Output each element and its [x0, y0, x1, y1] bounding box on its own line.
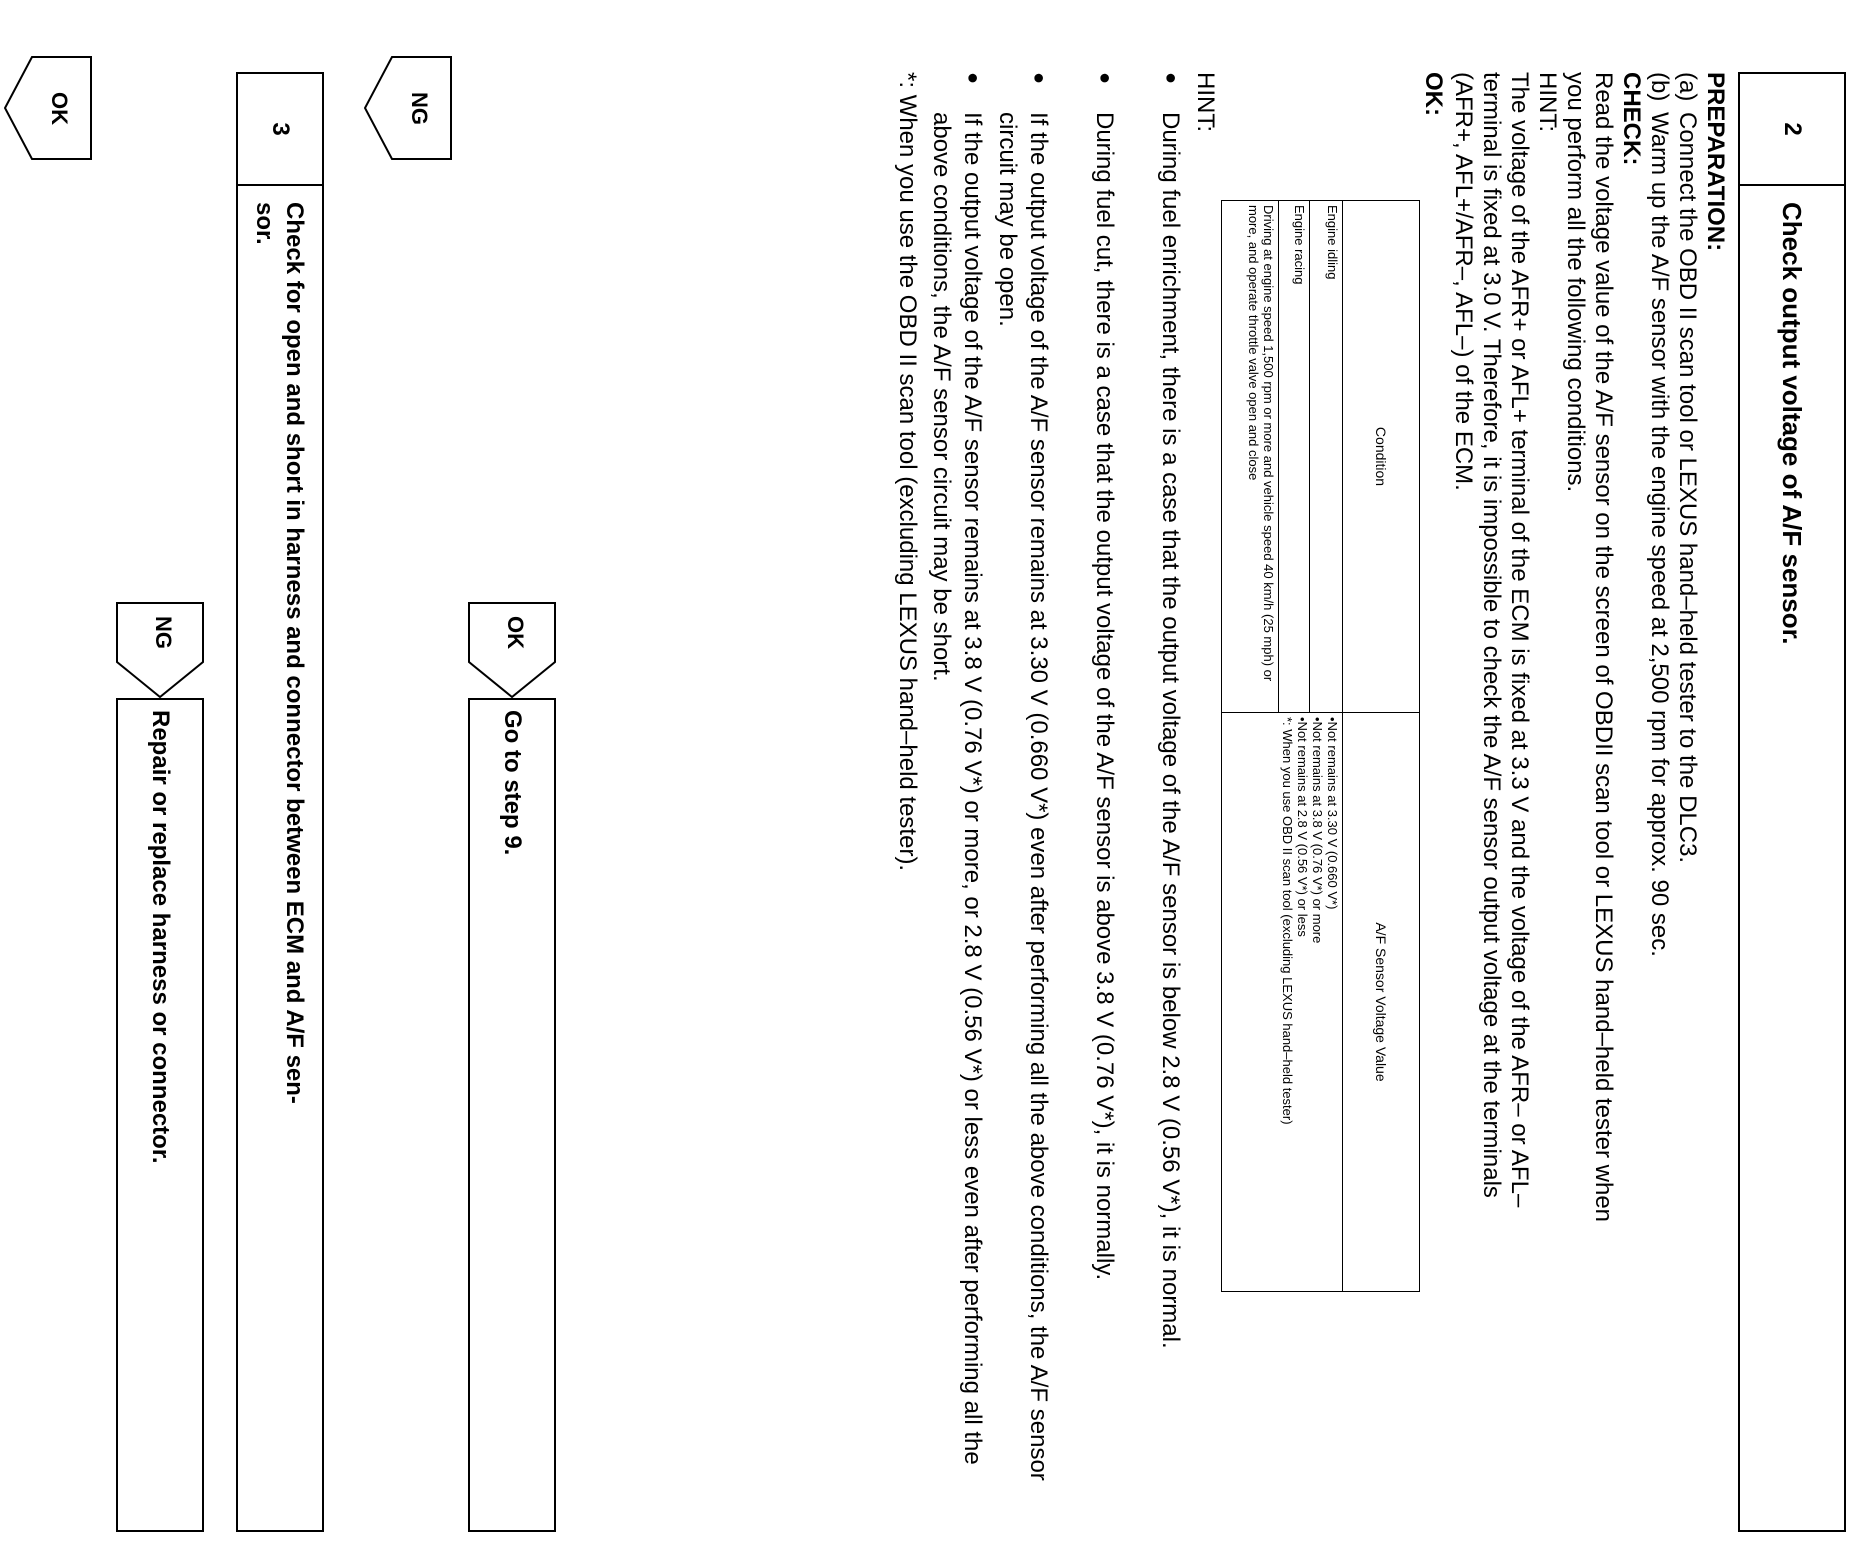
- hint2-text-1: During fuel enrichment, there is a case that the output voltage of the A/F sensor is below 2.8 V (0.56 V*), it is normal.: [1157, 112, 1184, 1349]
- step3-number: 3: [238, 74, 322, 186]
- hint2-item-4: [926, 72, 988, 1512]
- bullet-icon: ●: [1160, 72, 1182, 85]
- prep-mark-b: (b): [1646, 72, 1673, 102]
- step3-title-line-1: Check for open and short in harness and connector between ECM and A/F sen-: [281, 202, 308, 1104]
- footnote: *: When you use the OBD II scan tool (excluding LEXUS hand–held tester).: [894, 72, 921, 872]
- hint2-text-2: During fuel cut, there is a case that the output voltage of the A/F sensor is above 3.8 V (0.76 V*), it is normally.: [1091, 112, 1118, 1281]
- bullet-icon: ●: [962, 72, 984, 85]
- voltage-values-cell: [1222, 713, 1343, 1292]
- prep-mark-a: (a): [1674, 72, 1701, 102]
- step2-number: 2: [1740, 74, 1844, 186]
- ok-flag-label: OK: [503, 616, 528, 649]
- value-line-2: •Not remains at 3.8 V (0.76 V*) or more: [1310, 717, 1325, 944]
- ng-flag-1-label: NG: [407, 92, 432, 125]
- hint1-line-3: (AFR+, AFL+/AFR–, AFL–) of the ECM.: [1450, 72, 1477, 491]
- bullet-icon: ●: [1028, 72, 1050, 85]
- hint1-line-2: terminal is fixed at 3.0 V. Therefore, it is impossible to check the A/F sensor output voltage at the terminals: [1478, 72, 1505, 1198]
- check-line-1: Read the voltage value of the A/F sensor on the screen of OBDII scan tool or LEXUS hand–held tester when: [1590, 72, 1617, 1223]
- preparation-label: PREPARATION:: [1702, 72, 1729, 252]
- hint2-item-3: [992, 72, 1054, 1512]
- ok-result-box: Go to step 9.: [468, 698, 556, 1532]
- hint1-label: HINT:: [1534, 72, 1561, 132]
- hint1-line-1: The voltage of the AFR+ or AFL+ terminal of the ECM is fixed at 3.3 V and the voltage of the AFR– or AFL–: [1506, 72, 1533, 1208]
- hint2-item-1: [1155, 72, 1186, 1512]
- step2-header: [1738, 72, 1846, 1532]
- value-line-1: •Not remains at 3.30 V (0.660 V*): [1325, 717, 1340, 910]
- value-footnote: *: When you use OBD II scan tool (excluding LEXUS hand–held tester): [1280, 717, 1295, 1125]
- header-voltage: A/F Sensor Voltage Value: [1343, 713, 1420, 1292]
- condition-racing: Engine racing: [1279, 201, 1310, 713]
- step2-title: Check output voltage of A/F sensor.: [1777, 202, 1808, 645]
- table-row: [1310, 201, 1343, 1292]
- ng-flag-2: [116, 602, 204, 698]
- check-line-2: you perform all the following conditions.: [1562, 72, 1589, 493]
- value-line-3: •Not remains at 2.8 V (0.56 V*) or less: [1295, 717, 1310, 937]
- hint2-item-2: [1089, 72, 1120, 1512]
- ok-flag: [468, 602, 556, 698]
- condition-driving: Driving at engine speed 1,500 rpm or more and vehicle speed 40 km/h (25 mph) or more, and operate throttle valve open and close: [1222, 201, 1279, 713]
- hint2-text-3: If the output voltage of the A/F sensor remains at 3.30 V (0.660 V*) even after performing all the above conditions, the A/F sensor circuit may be open.: [994, 112, 1052, 1481]
- step3-header: [236, 72, 324, 1532]
- ng-flag-1: [364, 56, 452, 160]
- check-label: CHECK:: [1618, 72, 1645, 166]
- table-header-row: [1343, 201, 1420, 1292]
- prep-item-b: Warm up the A/F sensor with the engine speed at 2,500 rpm for approx. 90 sec.: [1646, 112, 1673, 957]
- prep-item-a: Connect the OBD II scan tool or LEXUS hand–held tester to the DLC3.: [1674, 112, 1701, 864]
- ok-flag-2: [4, 56, 92, 160]
- step3-title-line-2: sor.: [251, 202, 278, 245]
- hint2-label: HINT:: [1192, 72, 1219, 132]
- condition-table: [1221, 200, 1420, 1292]
- ok-label: OK:: [1420, 72, 1447, 116]
- ng-result-box: Repair or replace harness or connector.: [116, 698, 204, 1532]
- ok-flag-2-label: OK: [47, 92, 72, 125]
- hint2-text-4: If the output voltage of the A/F sensor remains at 3.8 V (0.76 V*) or more, or 2.8 V (0.56 V*) or less even after performing all the above conditions, the A/F sensor circuit may be short.: [928, 112, 986, 1465]
- bullet-icon: ●: [1094, 72, 1116, 85]
- condition-idling: Engine idling: [1310, 201, 1343, 713]
- header-condition: Condition: [1343, 201, 1420, 713]
- ng-flag-2-label: NG: [151, 616, 176, 649]
